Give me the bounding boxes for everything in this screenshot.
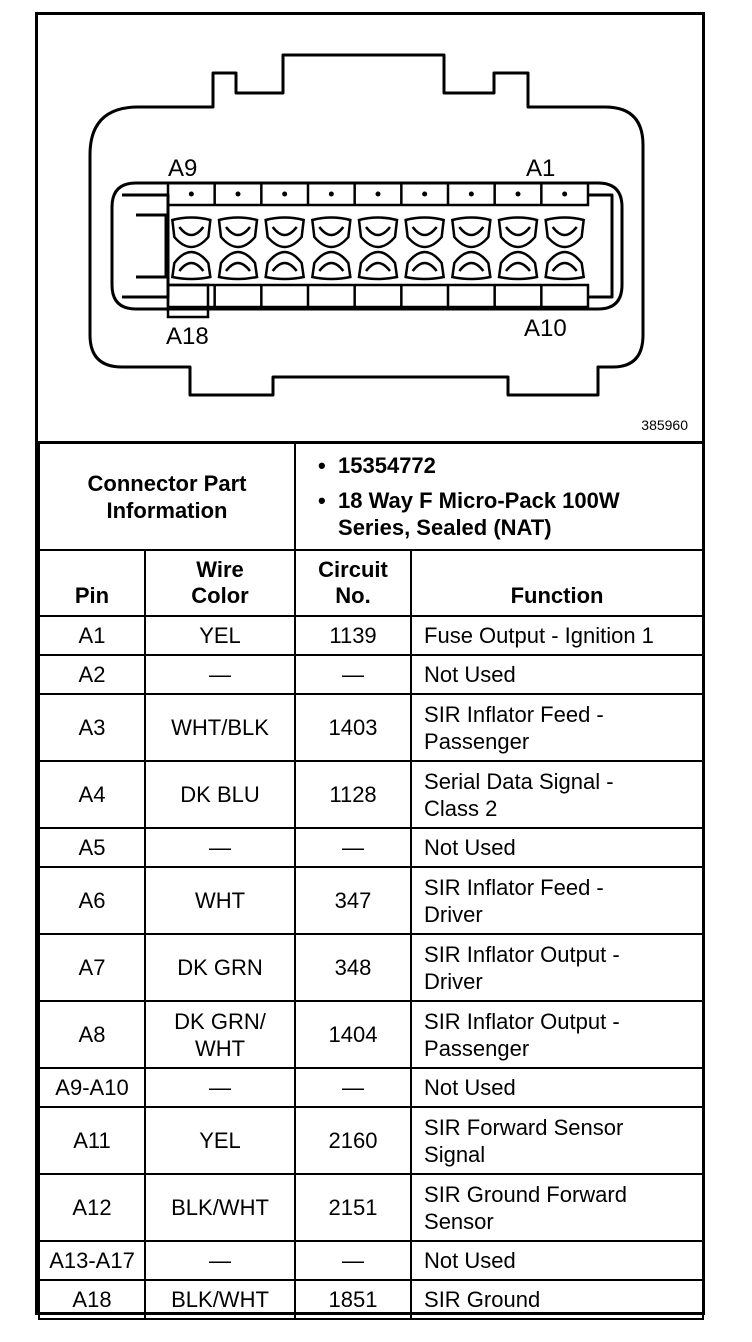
function-cell [411,867,703,934]
function-line: SIR Inflator Output - [424,1008,620,1034]
circuit-cell: 348 [295,934,411,1001]
cpi-label-line2: Information [106,497,228,523]
cavity-contact [366,227,390,235]
cavity [499,218,537,248]
rib-dot [376,192,381,197]
function-line: SIR Inflator Output - [424,941,620,967]
connector-sheet [35,12,705,1315]
function-line: Sensor [424,1208,494,1234]
wire-color-cell [145,828,295,867]
part-number: 15354772 [338,453,436,478]
cavity-contact [366,263,390,271]
wire-color-cell [145,655,295,694]
function-cell [411,828,703,867]
pin-cell: A2 [39,655,145,694]
wire-color-cell [145,867,295,934]
circuit-cell: 2160 [295,1107,411,1174]
wire-color-line2: Color [191,583,249,608]
cavity [172,252,210,279]
function-line: SIR Inflator Feed - [424,701,604,727]
pin-cell: A7 [39,934,145,1001]
table-row [39,655,703,694]
function-cell [411,1241,703,1280]
pin-label-a1: A1 [526,155,556,182]
function-cell [411,1174,703,1241]
wire-color-cell [145,1174,295,1241]
wire-color-cell [145,1068,295,1107]
function-line: Fuse Output - Ignition 1 [424,623,654,648]
cavity-contact [553,263,577,271]
cavity [312,218,350,248]
col-header-wire-color [145,550,295,616]
circuit-cell: — [295,655,411,694]
circuit-cell: — [295,1241,411,1280]
figure-id: 385960 [641,417,688,433]
connector-face-drawing [38,15,702,442]
cavity [546,218,584,248]
cavity-contact [179,263,203,271]
circuit-line2: No. [335,583,371,608]
wire-color-line: DK GRN/ [174,1008,266,1034]
function-line: SIR Inflator Feed - [424,874,604,900]
function-cell [411,1107,703,1174]
rib-dot [189,192,194,197]
cavity-contact [413,227,437,235]
cavity-contact [226,227,250,235]
rib-dot [282,192,287,197]
wire-color-cell [145,1107,295,1174]
wire-color-line: BLK/WHT [171,1195,269,1220]
table-row [39,761,703,828]
circuit-cell: 1851 [295,1280,411,1319]
cavity-contact [413,263,437,271]
wire-color-line: WHT [194,1035,246,1061]
connector-part-info-label [39,443,295,551]
function-line: Signal [424,1141,486,1167]
function-line: Driver [424,901,483,927]
cavity-contact [319,227,343,235]
function-line: SIR Forward Sensor [424,1114,624,1140]
description-line2: Series, Sealed (NAT) [338,515,552,540]
cavity [172,218,210,248]
rib-dot [516,192,521,197]
circuit-line1: Circuit [318,557,388,582]
connector-diagram [38,15,702,442]
cavity-contact [273,263,297,271]
function-line: SIR Ground Forward [424,1181,627,1207]
circuit-cell: 1403 [295,694,411,761]
circuit-cell: 1404 [295,1001,411,1068]
pinout-table [38,441,704,1320]
table-row [39,1241,703,1280]
pin-cell: A5 [39,828,145,867]
function-line: Passenger [424,1035,530,1061]
description-line [318,487,702,514]
function-line: Driver [424,968,483,994]
cpi-label-line1: Connector Part [87,470,247,496]
col-header-function: Function [411,550,703,616]
function-line: Not Used [424,662,516,687]
circuit-cell: 2151 [295,1174,411,1241]
function-cell [411,934,703,1001]
cavity [219,252,257,279]
function-cell [411,1280,703,1319]
table-row [39,1174,703,1241]
wire-color-line: WHT [194,888,246,913]
connector-part-info-values [295,443,703,551]
rib-dot [469,192,474,197]
function-line: Not Used [424,1075,516,1100]
table-row [39,616,703,655]
bullet: • [318,453,326,478]
cavity-contact [459,263,483,271]
table-row [39,828,703,867]
cavity [406,252,444,279]
circuit-cell: 1139 [295,616,411,655]
pin-label-a18: A18 [166,323,209,350]
cavity [312,252,350,279]
circuit-cell: — [295,828,411,867]
pin-cell: A8 [39,1001,145,1068]
cavity [546,252,584,279]
pin-cell: A12 [39,1174,145,1241]
function-line: Class 2 [424,795,498,821]
wire-color-line: — [209,1075,231,1100]
wire-color-cell [145,761,295,828]
table-row [39,1107,703,1174]
cavity-contact [226,263,250,271]
cavity [219,218,257,248]
column-header-row [39,550,703,616]
wire-color-line: DK GRN [177,955,263,980]
cavity [266,218,304,248]
rib-dot [562,192,567,197]
pin-cell: A11 [39,1107,145,1174]
rib-dot [236,192,241,197]
wire-color-cell [145,1280,295,1319]
wire-color-line: YEL [199,623,241,648]
function-line: Passenger [424,728,530,754]
wire-color-cell [145,694,295,761]
table-row [39,934,703,1001]
function-cell [411,1001,703,1068]
wire-color-line: — [209,1248,231,1273]
wire-color-line1: Wire [196,557,244,582]
function-cell [411,1068,703,1107]
col-header-circuit [295,550,411,616]
cavity [266,252,304,279]
wire-color-line: DK BLU [180,782,260,807]
wire-color-line: YEL [199,1128,241,1153]
pin-cell: A13-A17 [39,1241,145,1280]
col-header-pin: Pin [39,550,145,616]
bullet: • [318,488,326,513]
part-number-line [318,452,702,479]
wire-color-line: WHT/BLK [171,715,269,740]
table-row [39,694,703,761]
cavity [499,252,537,279]
cavity [359,252,397,279]
rib-dot [422,192,427,197]
function-line: SIR Ground [424,1287,541,1312]
cavity [452,218,490,248]
pin-cell: A4 [39,761,145,828]
wire-color-cell [145,1241,295,1280]
table-row [39,1280,703,1319]
wire-color-line: — [209,662,231,687]
wire-color-cell [145,934,295,1001]
function-cell [411,694,703,761]
wire-color-line: — [209,835,231,860]
description-line1: 18 Way F Micro-Pack 100W [338,488,620,513]
pin-label-a9: A9 [168,155,198,182]
circuit-cell: 1128 [295,761,411,828]
connector-part-info-row [39,443,703,551]
pin-label-a10: A10 [524,315,567,342]
cavity-contact [179,227,203,235]
cavity-contact [506,263,530,271]
function-line: Not Used [424,1248,516,1273]
cavity-contact [319,263,343,271]
wire-color-cell [145,616,295,655]
table-row [39,867,703,934]
cavity-contact [553,227,577,235]
cavity [452,252,490,279]
table-row [39,1068,703,1107]
wire-color-cell [145,1001,295,1068]
function-line: Serial Data Signal - [424,768,614,794]
function-cell [411,616,703,655]
function-cell [411,761,703,828]
circuit-cell: — [295,1068,411,1107]
function-line: Not Used [424,835,516,860]
cavity-contact [273,227,297,235]
pin-cell: A9-A10 [39,1068,145,1107]
wire-color-line: BLK/WHT [171,1287,269,1312]
pin-cell: A1 [39,616,145,655]
pin-cell: A6 [39,867,145,934]
table-row [39,1001,703,1068]
cavity [359,218,397,248]
cavity-contact [459,227,483,235]
circuit-cell: 347 [295,867,411,934]
pin-cell: A18 [39,1280,145,1319]
pin-cell: A3 [39,694,145,761]
cavity [406,218,444,248]
function-cell [411,655,703,694]
rib-dot [329,192,334,197]
cavity-contact [506,227,530,235]
